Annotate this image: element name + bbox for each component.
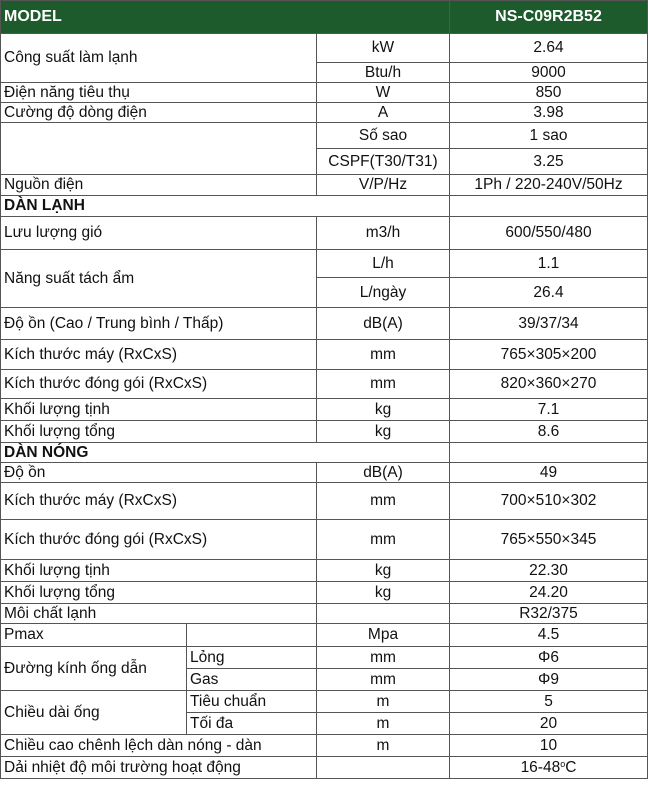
outdoor-section-row xyxy=(1,443,648,463)
indoor-section-row xyxy=(1,196,648,217)
indoor-section-title: DÀN LẠNH xyxy=(1,196,450,217)
model-value: NS-C09R2B52 xyxy=(450,1,648,34)
header-row xyxy=(1,1,648,34)
pipe-diameter-label: Đường kính ống dẫn xyxy=(1,647,187,691)
outdoor-noise-unit: dB(A) xyxy=(317,463,450,483)
table-row xyxy=(1,483,648,520)
pipe-liquid-label: Lỏng xyxy=(187,647,317,669)
table-row xyxy=(1,421,648,443)
power-source-unit: V/P/Hz xyxy=(317,175,450,196)
pipe-length-standard-label: Tiêu chuẩn xyxy=(187,691,317,713)
power-source-value: 1Ph / 220-240V/50Hz xyxy=(450,175,648,196)
current-value: 3.98 xyxy=(450,103,648,123)
pipe-length-label: Chiều dài ống xyxy=(1,691,187,735)
airflow-value: 600/550/480 xyxy=(450,217,648,250)
height-diff-value: 10 xyxy=(450,735,648,757)
table-row xyxy=(1,308,648,340)
outdoor-size-label: Kích thước máy (RxCxS) xyxy=(1,483,317,520)
table-row xyxy=(1,370,648,399)
degree-symbol: o xyxy=(560,758,566,769)
outdoor-net-weight-unit: kg xyxy=(317,560,450,582)
table-row xyxy=(1,757,648,779)
dehumidify-unit-lday: L/ngày xyxy=(317,278,450,308)
pipe-length-max-unit: m xyxy=(317,713,450,735)
pipe-length-standard-value: 5 xyxy=(450,691,648,713)
outdoor-net-weight-value: 22.30 xyxy=(450,560,648,582)
indoor-noise-label: Độ ồn (Cao / Trung bình / Thấp) xyxy=(1,308,317,340)
table-row xyxy=(1,735,648,757)
model-label: MODEL xyxy=(1,1,450,34)
table-row xyxy=(1,520,648,560)
celsius-unit: C xyxy=(565,758,577,776)
current-unit: A xyxy=(317,103,450,123)
indoor-package-unit: mm xyxy=(317,370,450,399)
cooling-capacity-value-kw: 2.64 xyxy=(450,34,648,63)
outdoor-package-unit: mm xyxy=(317,520,450,560)
temp-range-number: 16-48 xyxy=(520,758,561,776)
power-consumption-unit: W xyxy=(317,83,450,103)
refrigerant-value: R32/375 xyxy=(450,604,648,624)
outdoor-package-label: Kích thước đóng gói (RxCxS) xyxy=(1,520,317,560)
cooling-capacity-label: Công suất làm lạnh xyxy=(1,34,317,83)
pipe-gas-unit: mm xyxy=(317,669,450,691)
table-row xyxy=(1,175,648,196)
efficiency-blank-cell xyxy=(1,123,317,175)
outdoor-package-value: 765×550×345 xyxy=(450,520,648,560)
pmax-value: 4.5 xyxy=(450,624,648,647)
indoor-gross-weight-label: Khối lượng tổng xyxy=(1,421,317,443)
pipe-length-max-label: Tối đa xyxy=(187,713,317,735)
dehumidify-unit-lh: L/h xyxy=(317,250,450,278)
pipe-liquid-value: Φ6 xyxy=(450,647,648,669)
power-source-label: Nguồn điện xyxy=(1,175,317,196)
height-diff-label: Chiều cao chênh lệch dàn nóng - dàn xyxy=(1,735,317,757)
indoor-package-label: Kích thước đóng gói (RxCxS) xyxy=(1,370,317,399)
power-consumption-label: Điện năng tiêu thụ xyxy=(1,83,317,103)
temp-range-label: Dải nhiệt độ môi trường hoạt động xyxy=(1,757,317,779)
table-row xyxy=(1,691,648,713)
outdoor-gross-weight-label: Khối lượng tổng xyxy=(1,582,317,604)
indoor-net-weight-label: Khối lượng tịnh xyxy=(1,399,317,421)
outdoor-gross-weight-unit: kg xyxy=(317,582,450,604)
indoor-size-unit: mm xyxy=(317,340,450,370)
airflow-unit: m3/h xyxy=(317,217,450,250)
outdoor-gross-weight-value: 24.20 xyxy=(450,582,648,604)
star-rating-unit: Số sao xyxy=(317,123,450,149)
refrigerant-label: Môi chất lạnh xyxy=(1,604,317,624)
indoor-noise-unit: dB(A) xyxy=(317,308,450,340)
indoor-net-weight-unit: kg xyxy=(317,399,450,421)
pipe-length-max-value: 20 xyxy=(450,713,648,735)
table-row xyxy=(1,582,648,604)
temp-range-value xyxy=(450,757,648,779)
table-row xyxy=(1,340,648,370)
pipe-length-standard-unit: m xyxy=(317,691,450,713)
table-row xyxy=(1,399,648,421)
indoor-size-value: 765×305×200 xyxy=(450,340,648,370)
table-row xyxy=(1,123,648,149)
table-row xyxy=(1,103,648,123)
dehumidify-value-lh: 1.1 xyxy=(450,250,648,278)
outdoor-size-value: 700×510×302 xyxy=(450,483,648,520)
table-row xyxy=(1,604,648,624)
cspf-value: 3.25 xyxy=(450,149,648,175)
outdoor-net-weight-label: Khối lượng tịnh xyxy=(1,560,317,582)
table-row xyxy=(1,34,648,63)
pipe-gas-value: Φ9 xyxy=(450,669,648,691)
table-row xyxy=(1,463,648,483)
indoor-noise-value: 39/37/34 xyxy=(450,308,648,340)
airflow-label: Lưu lượng gió xyxy=(1,217,317,250)
pipe-gas-label: Gas xyxy=(187,669,317,691)
indoor-net-weight-value: 7.1 xyxy=(450,399,648,421)
indoor-gross-weight-unit: kg xyxy=(317,421,450,443)
cooling-capacity-unit-btu: Btu/h xyxy=(317,63,450,83)
cspf-unit: CSPF(T30/T31) xyxy=(317,149,450,175)
indoor-size-label: Kích thước máy (RxCxS) xyxy=(1,340,317,370)
table-row xyxy=(1,217,648,250)
table-row xyxy=(1,647,648,669)
outdoor-section-title: DÀN NÓNG xyxy=(1,443,450,463)
indoor-package-value: 820×360×270 xyxy=(450,370,648,399)
cooling-capacity-value-btu: 9000 xyxy=(450,63,648,83)
pmax-unit: Mpa xyxy=(317,624,450,647)
outdoor-noise-label: Độ ồn xyxy=(1,463,317,483)
height-diff-unit: m xyxy=(317,735,450,757)
cooling-capacity-unit-kw: kW xyxy=(317,34,450,63)
power-consumption-value: 850 xyxy=(450,83,648,103)
outdoor-noise-value: 49 xyxy=(450,463,648,483)
pipe-liquid-unit: mm xyxy=(317,647,450,669)
table-row xyxy=(1,560,648,582)
table-row xyxy=(1,624,648,647)
current-label: Cường độ dòng điện xyxy=(1,103,317,123)
indoor-gross-weight-value: 8.6 xyxy=(450,421,648,443)
pmax-label: Pmax xyxy=(1,624,187,647)
star-rating-value: 1 sao xyxy=(450,123,648,149)
outdoor-size-unit: mm xyxy=(317,483,450,520)
table-row xyxy=(1,83,648,103)
table-row xyxy=(1,250,648,278)
dehumidify-label: Năng suất tách ẩm xyxy=(1,250,317,308)
dehumidify-value-lday: 26.4 xyxy=(450,278,648,308)
